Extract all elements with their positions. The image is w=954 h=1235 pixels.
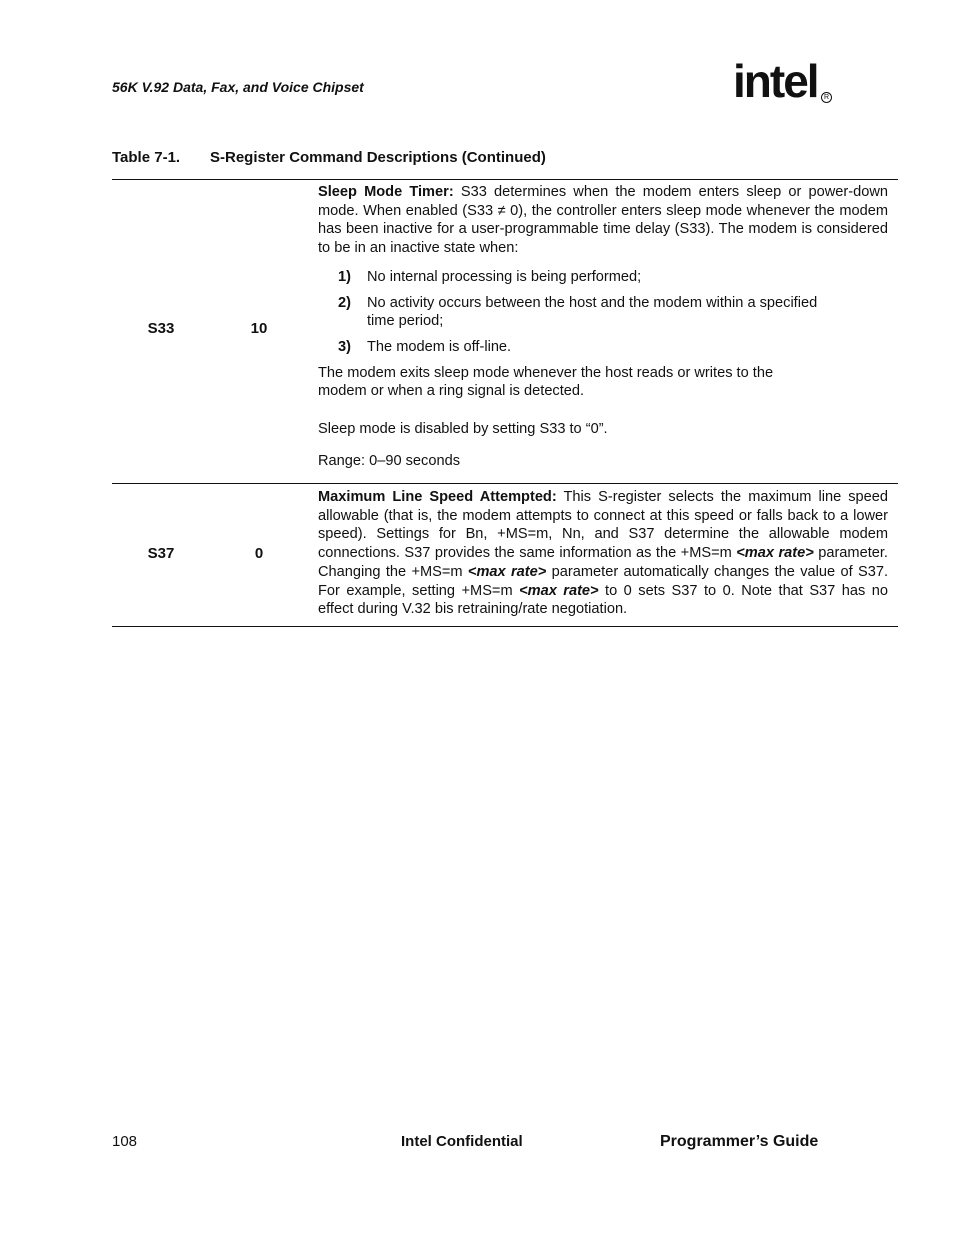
list-item-text: The modem is off-line.	[367, 338, 512, 355]
list-item-number: 1)	[338, 268, 351, 285]
registered-mark-icon: R	[821, 92, 832, 103]
list-item-number: 3)	[338, 338, 351, 355]
table-row-s37	[112, 488, 898, 626]
description-heading: Maximum Line Speed Attempted:	[318, 489, 557, 505]
table-caption	[112, 149, 546, 166]
max-rate-param: <max rate>	[467, 563, 547, 580]
register-name: S37	[147, 545, 175, 562]
default-value: 0	[254, 545, 264, 562]
row-divider	[112, 483, 898, 484]
register-description	[318, 488, 888, 619]
max-rate-param: <max rate>	[519, 582, 599, 599]
list-item	[318, 338, 837, 357]
default-value: 10	[250, 320, 268, 337]
text-run: parameter. Changing the +MS=m	[318, 545, 888, 580]
list-item-text: No internal processing is being performed;	[367, 268, 642, 285]
list-item-text: No activity occurs between the host and the modem within a specified time period;	[367, 294, 818, 330]
text-run: This S-register selects the maximum line speed allowable (that is, the modem attempts to connect at this speed or falls back to a lower speed). Settings for Bn, +MS=m, Nn, and S37 determine the allowable modem connections. S37 provides the same information as the +MS=m	[318, 489, 889, 562]
register-name: S33	[147, 320, 175, 337]
register-description	[318, 183, 888, 470]
intel-logo-wordmark: intel	[733, 55, 818, 107]
table-caption-title: S-Register Command Descriptions (Continued)	[210, 149, 546, 166]
table-row-s33	[112, 183, 898, 483]
range-text: Range: 0–90 seconds	[318, 452, 460, 469]
inactive-conditions-list	[318, 268, 888, 357]
description-intro-text: S33 determines when the modem enters sleep or power-down mode. When enabled (S33 ≠ 0), the controller enters sleep mode whenever the modem has been inactive for a user-programmable time delay (S33). The modem is considered to be in an inactive state when:	[318, 184, 888, 257]
exit-sleep-paragraph: The modem exits sleep mode whenever the host reads or writes to the modem or when a ring signal is detected.	[318, 364, 774, 400]
page-number: 108	[112, 1133, 138, 1150]
list-item-number: 2)	[338, 294, 351, 311]
description-text	[318, 488, 888, 619]
table-caption-number: Table 7-1.	[112, 149, 181, 166]
list-item	[318, 268, 837, 287]
list-item	[318, 294, 837, 331]
text-run: parameter automatically changes the value of S37. For example, setting +MS=m	[318, 563, 888, 599]
intel-logo	[733, 55, 833, 118]
description-intro	[318, 183, 888, 258]
table-bottom-rule	[112, 626, 898, 627]
text-run: to 0 sets S37 to 0. Note that S37 has no effect during V.32 bis retraining/rate negotiation.	[318, 582, 888, 618]
max-rate-param: <max rate>	[736, 545, 814, 562]
table-top-rule	[112, 179, 898, 180]
footer-guide-title: Programmer’s Guide	[660, 1133, 819, 1150]
footer-confidential: Intel Confidential	[401, 1133, 523, 1150]
description-heading: Sleep Mode Timer:	[318, 184, 454, 200]
disable-paragraph: Sleep mode is disabled by setting S33 to “0”.	[318, 421, 608, 438]
document-title: 56K V.92 Data, Fax, and Voice Chipset	[112, 79, 364, 95]
